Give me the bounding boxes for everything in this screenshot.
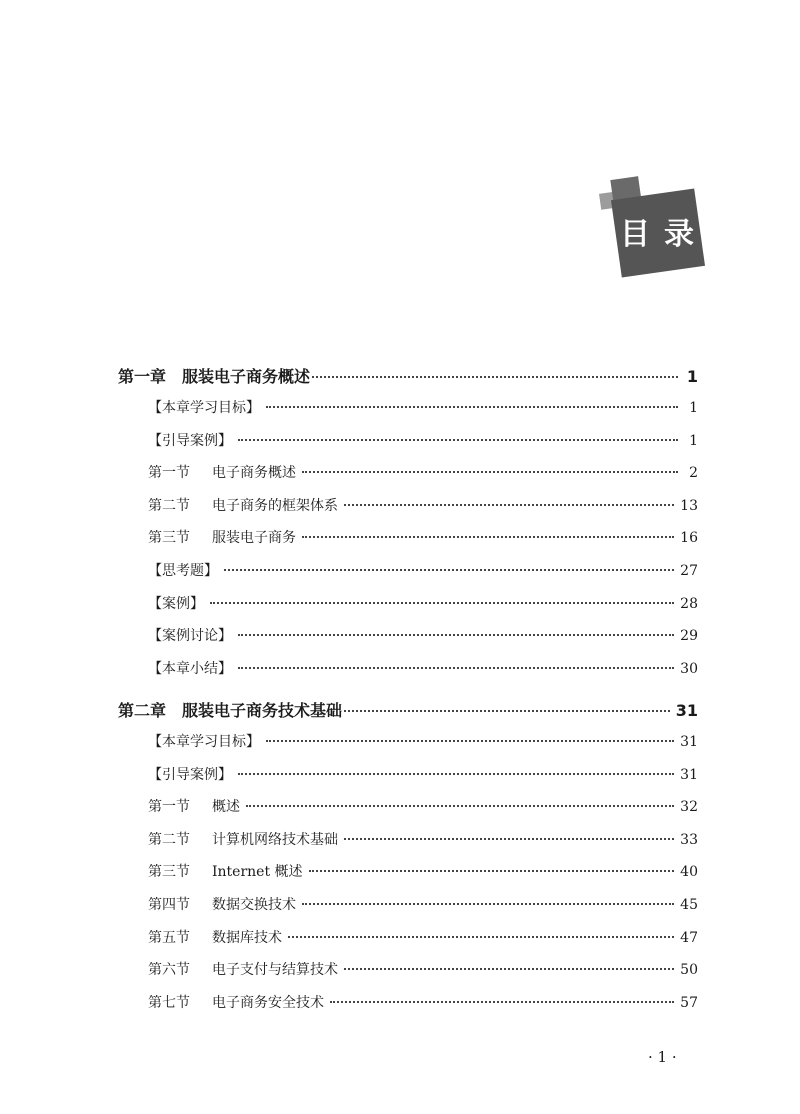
entry-title xyxy=(148,527,296,547)
dot-leader xyxy=(238,634,674,636)
section-number: 第三节 xyxy=(148,530,190,547)
entry-text: 【本章小结】 xyxy=(148,660,232,677)
dot-leader xyxy=(266,740,674,742)
dot-leader xyxy=(238,667,674,669)
dot-leader xyxy=(302,536,674,538)
entry-text: 概述 xyxy=(212,799,240,816)
page-number: · 1 · xyxy=(648,1048,677,1066)
entry-page: 30 xyxy=(680,660,698,677)
entry-text: 【案例讨论】 xyxy=(148,628,232,645)
entry-title xyxy=(148,829,338,849)
dot-leader xyxy=(288,936,674,938)
toc-entry[interactable] xyxy=(148,658,698,678)
entry-text: 【本章学习目标】 xyxy=(148,400,260,416)
toc-entry[interactable] xyxy=(148,731,698,751)
dot-leader xyxy=(224,569,674,571)
toc-chapter[interactable] xyxy=(118,698,698,721)
entry-page: 50 xyxy=(680,962,698,979)
chapter-page: 31 xyxy=(675,701,698,720)
entry-text: 电子商务的框架体系 xyxy=(212,497,338,514)
entry-title xyxy=(148,992,324,1012)
entry-title xyxy=(148,927,282,947)
entry-page: 16 xyxy=(680,530,698,547)
entry-text: 【本章学习目标】 xyxy=(148,734,260,750)
entry-title xyxy=(148,495,338,515)
toc-entry[interactable] xyxy=(148,959,698,979)
entry-page: 31 xyxy=(680,766,698,783)
dot-leader xyxy=(210,602,674,604)
section-number: 第七节 xyxy=(148,994,190,1011)
entry-title xyxy=(148,625,232,645)
entry-page: 40 xyxy=(680,864,698,881)
entry-text: 数据库技术 xyxy=(212,929,282,946)
section-number: 第一节 xyxy=(148,465,190,482)
dot-leader xyxy=(344,710,670,712)
toc-entry[interactable] xyxy=(148,527,698,547)
entry-title xyxy=(148,593,204,613)
dot-leader xyxy=(302,471,678,473)
chapter-page: 1 xyxy=(686,367,698,386)
entry-page: 1 xyxy=(689,432,698,449)
toc-entry[interactable] xyxy=(148,397,698,417)
entry-title xyxy=(148,731,260,751)
toc-entry[interactable] xyxy=(148,829,698,849)
entry-text: 【引导案例】 xyxy=(148,432,232,449)
toc-entry[interactable] xyxy=(148,861,698,881)
entry-text: 数据交换技术 xyxy=(212,897,296,913)
entry-title xyxy=(148,462,296,482)
section-number: 第三节 xyxy=(148,864,190,881)
entry-title xyxy=(148,959,338,979)
dot-leader xyxy=(312,376,678,378)
toc-entry[interactable] xyxy=(148,462,698,482)
dot-leader xyxy=(266,406,678,408)
entry-page: 27 xyxy=(680,563,698,579)
entry-title xyxy=(148,894,296,914)
entry-title xyxy=(148,560,218,580)
section-number: 第四节 xyxy=(148,897,190,913)
dot-leader xyxy=(246,805,674,807)
entry-title xyxy=(148,796,240,816)
entry-page: 29 xyxy=(680,628,698,645)
toc-entry[interactable] xyxy=(148,430,698,450)
dot-leader xyxy=(344,968,674,970)
entry-text: 【引导案例】 xyxy=(148,766,232,783)
entry-page: 2 xyxy=(689,465,698,482)
entry-page: 13 xyxy=(680,497,698,514)
section-number: 第六节 xyxy=(148,962,190,979)
toc-entry[interactable] xyxy=(148,560,698,580)
section-number: 第一节 xyxy=(148,799,190,816)
entry-page: 33 xyxy=(680,831,698,848)
toc-entry[interactable] xyxy=(148,495,698,515)
toc-entry[interactable] xyxy=(148,894,698,914)
chapter-title: 第一章 服装电子商务概述 xyxy=(118,367,311,386)
toc-entry[interactable] xyxy=(148,992,698,1012)
dot-leader xyxy=(330,1001,674,1003)
entry-text: 【思考题】 xyxy=(148,563,218,579)
entry-text: 电子商务安全技术 xyxy=(212,994,324,1011)
entry-page: 57 xyxy=(680,994,698,1011)
entry-title xyxy=(148,397,260,417)
page-title: 目录 xyxy=(620,217,708,252)
toc-entry[interactable] xyxy=(148,625,698,645)
entry-page: 47 xyxy=(680,929,698,946)
section-number: 第二节 xyxy=(148,497,190,514)
entry-title xyxy=(148,658,232,678)
dot-leader xyxy=(238,439,678,441)
entry-page: 1 xyxy=(689,400,698,416)
dot-leader xyxy=(238,773,674,775)
entry-page: 32 xyxy=(680,799,698,816)
entry-page: 28 xyxy=(680,595,698,612)
dot-leader xyxy=(344,504,674,506)
entry-text: Internet 概述 xyxy=(212,864,303,881)
dot-leader xyxy=(344,838,674,840)
toc-entry[interactable] xyxy=(148,927,698,947)
section-number: 第五节 xyxy=(148,929,190,946)
toc-entry[interactable] xyxy=(148,593,698,613)
entry-text: 服装电子商务 xyxy=(212,530,296,547)
entry-text: 【案例】 xyxy=(148,595,204,612)
dot-leader xyxy=(309,870,675,872)
entry-text: 计算机网络技术基础 xyxy=(212,831,338,848)
toc-entry[interactable] xyxy=(148,796,698,816)
dot-leader xyxy=(302,903,674,905)
entry-page: 45 xyxy=(680,897,698,913)
entry-title xyxy=(148,861,303,881)
section-number: 第二节 xyxy=(148,831,190,848)
contents-badge xyxy=(598,178,708,278)
chapter-title: 第二章 服装电子商务技术基础 xyxy=(118,701,343,720)
entry-page: 31 xyxy=(680,734,698,750)
entry-text: 电子支付与结算技术 xyxy=(212,962,338,979)
entry-text: 电子商务概述 xyxy=(212,465,296,482)
entry-title xyxy=(148,764,232,784)
toc-entry[interactable] xyxy=(148,764,698,784)
entry-title xyxy=(148,430,232,450)
toc-chapter[interactable] xyxy=(118,364,698,387)
